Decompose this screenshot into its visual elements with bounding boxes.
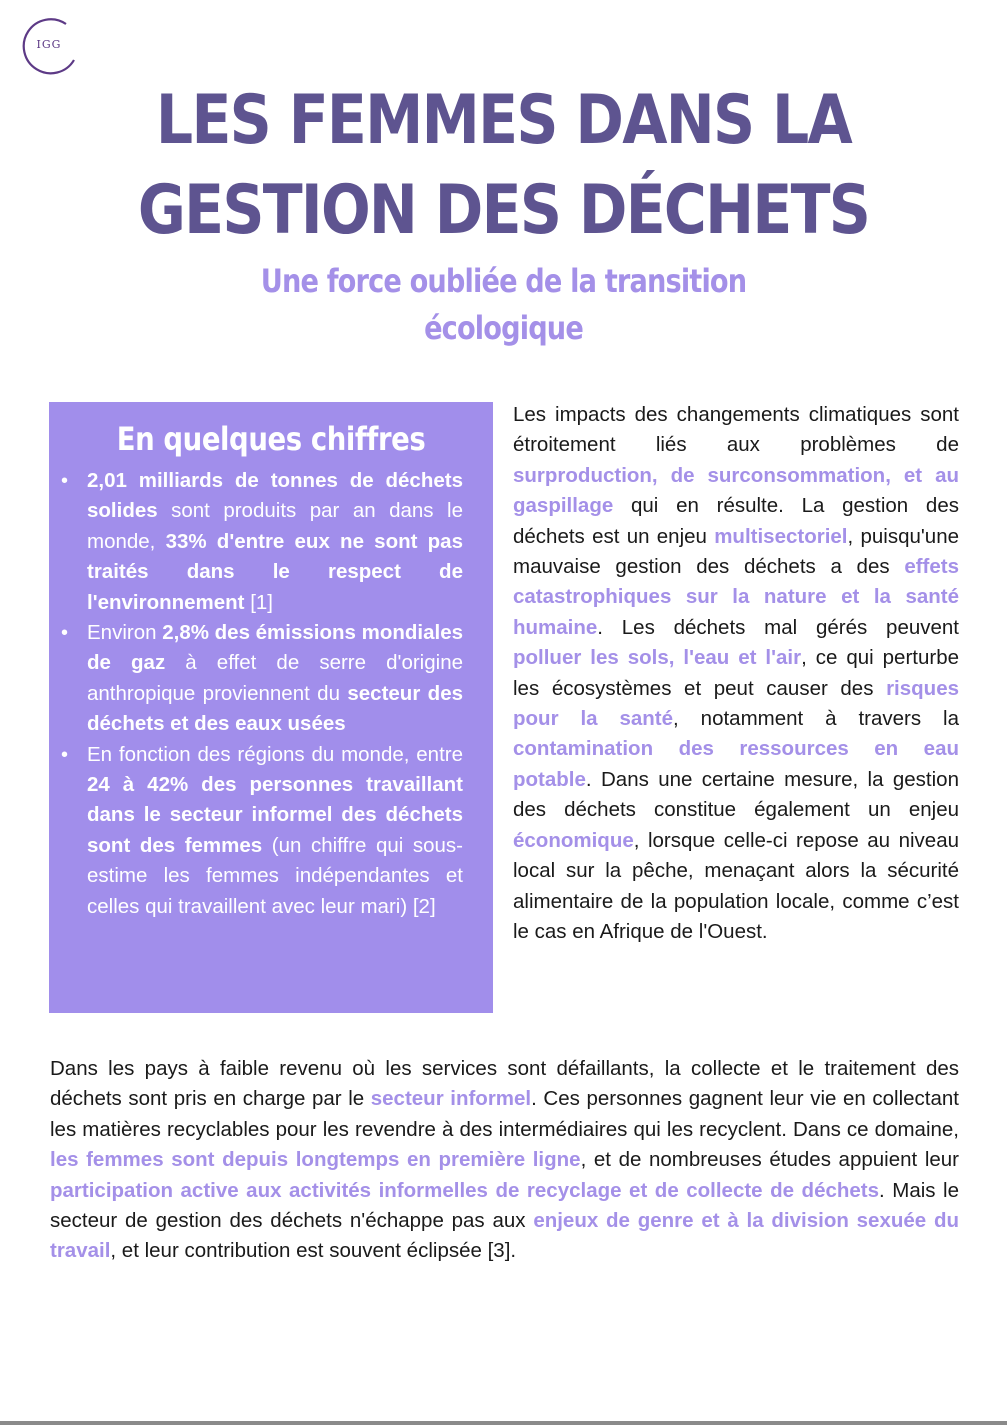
fact-item: • Environ 2,8% des émissions mondiales de gaz à effet de serre d'origine anthropique proviennent du secteur des déchets et des eaux usées (87, 618, 463, 740)
informal-sector-paragraph: Dans les pays à faible revenu où les services sont défaillants, la collecte et le traitement des déchets sont pris en charge par le secteur informel. Ces personnes gagnent leur vie en collectant les matières recyclables pour les revendre à des intermédiaires qui les recyclent. Dans ce domaine, les femmes sont depuis longtemps en première ligne, et de nombreuses études appuient leur participation active aux activités informelles de recyclage et de collecte de déchets. Mais le secteur de gestion des déchets n'échappe pas aux enjeux de genre et à la division sexuée du travail, et leur contribution est souvent éclipsée [3]. (50, 1057, 960, 1263)
facts-box (49, 402, 493, 1013)
facts-heading: En quelques chiffres (116, 420, 426, 458)
fact-item: • 2,01 milliards de tonnes de déchets solides sont produits par an dans le monde, 33% d'entre eux ne sont pas traités dans le respect de l'environnement [1] (87, 466, 463, 618)
page-title: LES FEMMES DANS LA GESTION DES DÉCHETS (137, 81, 870, 250)
facts-list (87, 466, 463, 922)
intro-paragraph: Les impacts des changements climatiques sont étroitement liés aux problèmes de surproduction, de surconsommation, et au gaspillage qui en résulte. La gestion des déchets est un enjeu multisectoriel, puisqu'une mauvaise gestion des déchets a des effets catastrophiques sur la nature et la santé humaine. Les déchets mal gérés peuvent polluer les sols, l'eau et l'air, ce qui perturbe les écosystèmes et peut causer des risques pour la santé, notamment à travers la contamination des ressources en eau potable. Dans une certaine mesure, la gestion des déchets constitue également un enjeu économique, lorsque celle-ci repose au niveau local sur la pêche, menaçant alors la sécurité alimentaire de la population locale, comme c’est le cas en Afrique de l'Ouest. (513, 403, 959, 943)
logo-text: IGG (36, 38, 62, 51)
page-subtitle: Une force oubliée de la transition écologique (260, 262, 747, 347)
page-edge-divider (0, 1421, 1007, 1425)
fact-item: • En fonction des régions du monde, entre 24 à 42% des personnes travaillant dans le secteur informel des déchets sont des femmes (un chiffre qui sous-estime les femmes indépendantes et celles qui travaillent avec leur mari) [2] (87, 740, 463, 922)
igg-logo (18, 14, 80, 76)
